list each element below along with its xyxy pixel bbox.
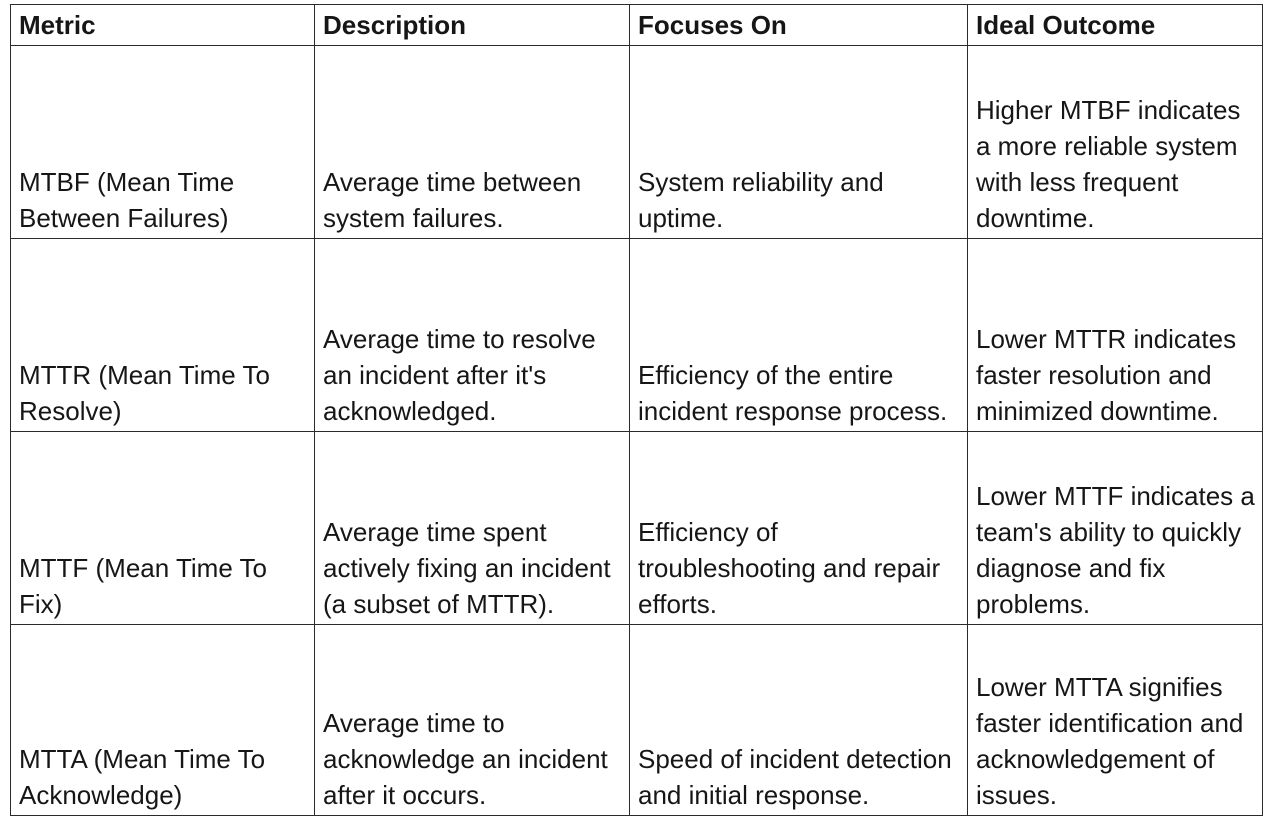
header-ideal-outcome: Ideal Outcome — [968, 5, 1263, 46]
cell-description: Average time between system failures. — [315, 46, 630, 239]
metrics-table — [10, 4, 1263, 816]
cell-focuses-on: System reliability and uptime. — [630, 46, 968, 239]
table-row — [11, 46, 1263, 239]
cell-focuses-on: Efficiency of the entire incident response process. — [630, 239, 968, 432]
cell-ideal-outcome: Higher MTBF indicates a more reliable system with less frequent downtime. — [968, 46, 1263, 239]
table-row — [11, 239, 1263, 432]
table-row — [11, 625, 1263, 816]
cell-focuses-on: Speed of incident detection and initial response. — [630, 625, 968, 816]
cell-description: Average time spent actively fixing an incident (a subset of MTTR). — [315, 432, 630, 625]
cell-description: Average time to resolve an incident after it's acknowledged. — [315, 239, 630, 432]
cell-ideal-outcome: Lower MTTA signifies faster identification and acknowledgement of issues. — [968, 625, 1263, 816]
header-focuses-on: Focuses On — [630, 5, 968, 46]
cell-metric: MTTF (Mean Time To Fix) — [11, 432, 315, 625]
header-metric: Metric — [11, 5, 315, 46]
header-description: Description — [315, 5, 630, 46]
cell-focuses-on: Efficiency of troubleshooting and repair efforts. — [630, 432, 968, 625]
cell-description: Average time to acknowledge an incident after it occurs. — [315, 625, 630, 816]
cell-ideal-outcome: Lower MTTF indicates a team's ability to quickly diagnose and fix problems. — [968, 432, 1263, 625]
cell-metric: MTTR (Mean Time To Resolve) — [11, 239, 315, 432]
table-header-row — [11, 5, 1263, 46]
cell-metric: MTTA (Mean Time To Acknowledge) — [11, 625, 315, 816]
table-row — [11, 432, 1263, 625]
cell-metric: MTBF (Mean Time Between Failures) — [11, 46, 315, 239]
cell-ideal-outcome: Lower MTTR indicates faster resolution and minimized downtime. — [968, 239, 1263, 432]
